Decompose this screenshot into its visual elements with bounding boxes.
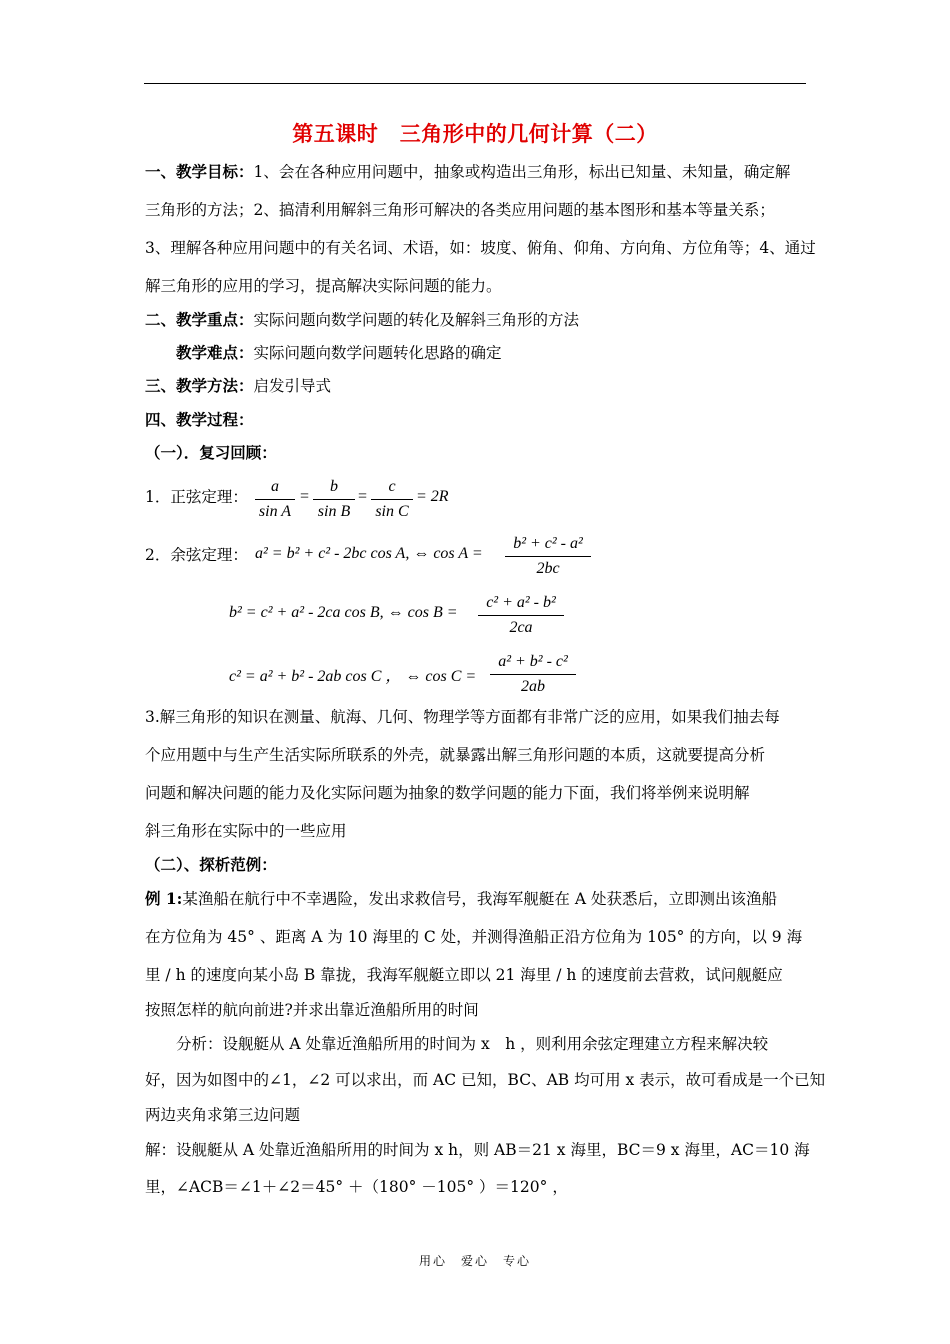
page-title: 第五课时 三角形中的几何计算（二）: [292, 121, 658, 146]
cosine-law-label: 2．余弦定理：: [145, 546, 248, 564]
examples-label: （二）、探析范例：: [145, 855, 277, 874]
objectives-label: 一、教学目标：: [145, 162, 254, 181]
difficulty-label: 教学难点：: [176, 343, 254, 362]
analysis-line-1: 分析：设舰艇从 A 处靠近渔船所用的时间为 x h ，则利用余弦定理建立方程来解决较: [176, 1035, 769, 1053]
objectives-line-4: 解三角形的应用的学习，提高解决实际问题的能力。: [145, 277, 502, 295]
example1-label: 例 1:: [145, 889, 183, 908]
sine-fraction-a: a sin A: [255, 477, 295, 522]
header-rule: [144, 83, 806, 84]
difficulty-line: 教学难点：实际问题向数学问题转化思路的确定: [176, 343, 502, 362]
key-point-line: 二、教学重点：实际问题向数学问题的转化及解斜三角形的方法: [145, 310, 580, 329]
objectives-line-3: 3、理解各种应用问题中的有关名词、术语，如：坡度、俯角、仰角、方向角、方位角等；4、通过: [145, 239, 816, 257]
cosine-row-3-fraction: a² + b² - c² 2ab: [490, 652, 576, 697]
objectives-line-1: 一、教学目标：1、会在各种应用问题中，抽象或构造出三角形，标出已知量、未知量，确定解: [145, 162, 791, 181]
example1-line-1: 例 1:某渔船在航行中不幸遇险，发出求救信号，我海军舰艇在 A 处获悉后，立即测出该渔船: [145, 889, 777, 908]
cosine-row-3-lhs: c² = a² + b² - 2ab cos C ， ⇔ cos C =: [229, 668, 477, 685]
sine-fraction-c: c sin C: [371, 477, 413, 522]
solution-line-1: 解：设舰艇从 A 处靠近渔船所用的时间为 x h，则 AB＝21 x 海里，BC＝9 x 海里，AC＝10 海: [145, 1141, 810, 1159]
example1-line-4: 按照怎样的航向前进?并求出靠近渔船所用的时间: [145, 1001, 479, 1019]
objectives-line-2: 三角形的方法；2、搞清利用解斜三角形可解决的各类应用问题的基本图形和基本等量关系；: [145, 201, 775, 219]
analysis-line-3: 两边夹角求第三边问题: [145, 1106, 301, 1124]
cosine-row-1-fraction: b² + c² - a² 2bc: [505, 534, 591, 579]
cosine-row-1-lhs: a² = b² + c² - 2bc cos A, ⇔ cos A =: [255, 545, 483, 562]
method-line: 三、教学方法：启发引导式: [145, 376, 332, 395]
example1-line-2: 在方位角为 45° 、距离 A 为 10 海里的 C 处，并测得渔船正沿方位角为 105° 的方向，以 9 海: [145, 928, 803, 946]
equals-sign: =: [358, 488, 368, 505]
sine-fraction-b: b sin B: [313, 477, 355, 522]
example1-line-3: 里 / h 的速度向某小岛 B 靠拢，我海军舰艇立即以 21 海里 / h 的速度前去营救，试问舰艇应: [145, 966, 783, 984]
review-label: （一）．复习回顾：: [145, 443, 277, 462]
point3-line-3: 问题和解决问题的能力及化实际问题为抽象的数学问题的能力下面，我们将举例来说明解: [145, 784, 750, 802]
method-label: 三、教学方法：: [145, 376, 254, 395]
process-label: 四、教学过程：: [145, 410, 254, 429]
point3-line-1: 3.解三角形的知识在测量、航海、几何、物理学等方面都有非常广泛的应用，如果我们抽去每: [145, 708, 780, 726]
page-footer: 用心 爱心 专心: [418, 1254, 531, 1268]
analysis-line-2: 好，因为如图中的∠1，∠2 可以求出，而 AC 已知，BC、AB 均可用 x 表示，故可看成是一个已知: [145, 1071, 826, 1089]
cosine-row-2-fraction: c² + a² - b² 2ca: [478, 593, 564, 638]
equals-sign: =: [300, 488, 310, 505]
cosine-row-2-lhs: b² = c² + a² - 2ca cos B, ⇔ cos B =: [229, 604, 458, 621]
sine-law-rhs: = 2R: [416, 488, 449, 505]
sine-law-label: 1．正弦定理：: [145, 488, 248, 506]
point3-line-4: 斜三角形在实际中的一些应用: [145, 822, 347, 840]
solution-line-2: 里，∠ACB＝∠1＋∠2＝45° ＋（180° －105° ）＝120° ，: [145, 1178, 568, 1196]
key-point-label: 二、教学重点：: [145, 310, 254, 329]
point3-line-2: 个应用题中与生产生活实际所联系的外壳，就暴露出解三角形问题的本质，这就要提高分析: [145, 746, 766, 764]
